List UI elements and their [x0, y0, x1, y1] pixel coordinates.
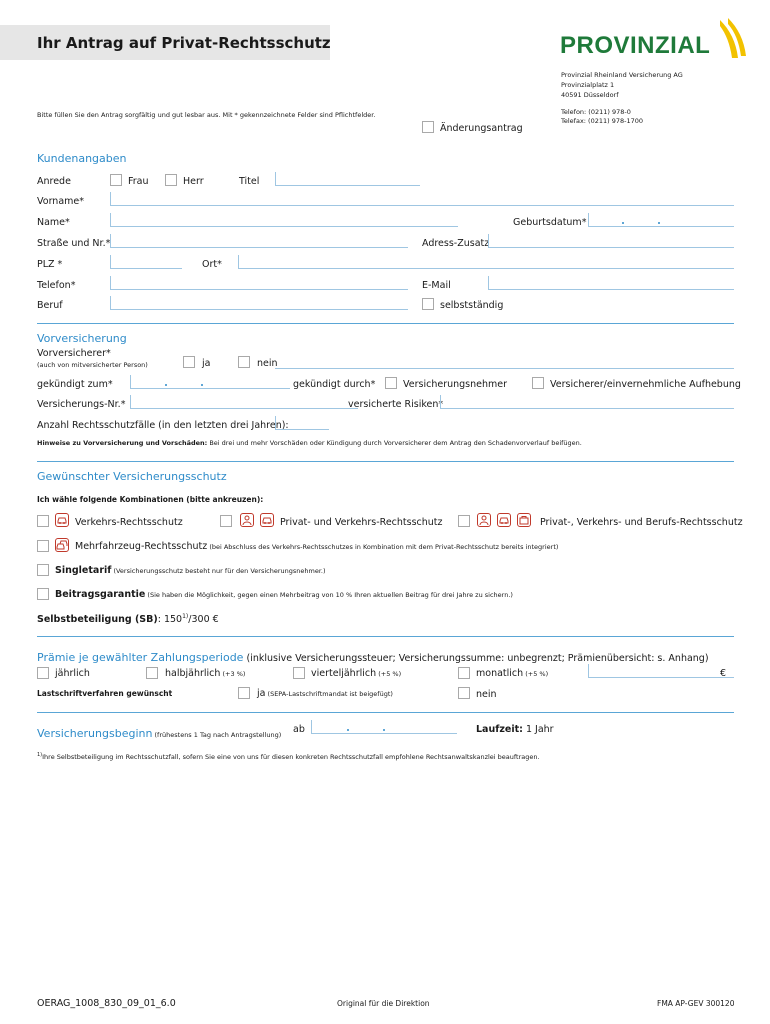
section-versicherungsschutz: Gewünschter Versicherungsschutz — [37, 470, 227, 483]
section-divider — [37, 712, 734, 713]
halbjaehrlich-checkbox[interactable] — [146, 667, 158, 679]
versicherer-aufhebung-label: Versicherer/einvernehmliche Aufhebung — [550, 379, 741, 390]
vorversicherer-label: Vorversicherer* — [37, 348, 111, 359]
company-contact: Telefon: (0211) 978-0 Telefax: (0211) 978-1700 — [561, 108, 644, 125]
date-separator — [165, 384, 167, 386]
titel-input[interactable] — [275, 172, 420, 186]
ort-input[interactable] — [238, 255, 734, 269]
versicherungsbeginn-input[interactable] — [311, 720, 457, 734]
herr-checkbox[interactable] — [165, 174, 177, 186]
halbjaehrlich-label: halbjährlich (+3 %) — [165, 668, 246, 679]
lastschrift-ja-checkbox[interactable] — [238, 687, 250, 699]
ort-label: Ort* — [202, 259, 222, 270]
titel-label: Titel — [239, 176, 260, 187]
versicherungsnehmer-checkbox[interactable] — [385, 377, 397, 389]
strasse-label: Straße und Nr.* — [37, 238, 111, 249]
privat-verkehr-checkbox[interactable] — [220, 515, 232, 527]
aenderungsantrag-checkbox[interactable] — [422, 121, 434, 133]
plz-input[interactable] — [110, 255, 182, 269]
adress-zusatz-input[interactable] — [488, 234, 734, 248]
car-icon — [260, 513, 274, 527]
versicherungs-nr-input[interactable] — [130, 395, 358, 409]
lastschrift-nein-checkbox[interactable] — [458, 687, 470, 699]
ab-label: ab — [293, 724, 305, 735]
lastschrift-nein-label: nein — [476, 689, 497, 700]
laufzeit: Laufzeit: 1 Jahr — [476, 724, 554, 735]
privat-verkehr-label: Privat- und Verkehrs-Rechtsschutz — [280, 517, 443, 528]
gekuendigt-zum-label: gekündigt zum* — [37, 379, 113, 390]
gekuendigt-zum-input[interactable] — [130, 375, 290, 389]
beitragsgarantie-label: Beitragsgarantie (Sie haben die Möglichkeit, gegen einen Mehrbeitrag von 10 % Ihren aktuellen Beitrag für drei Jahre zu sichern.) — [55, 589, 513, 600]
date-separator — [658, 222, 660, 224]
singletarif-label: Singletarif (Versicherungsschutz besteht nur für den Versicherungsnehmer.) — [55, 565, 326, 576]
section-divider — [37, 323, 734, 324]
gekuendigt-durch-label: gekündigt durch* — [293, 379, 376, 390]
plz-label: PLZ * — [37, 259, 63, 270]
versicherte-risiken-input[interactable] — [440, 395, 734, 409]
aenderungsantrag-label: Änderungsantrag — [440, 123, 523, 134]
selbstbeteiligung: Selbstbeteiligung (SB): 150$^{1)}$/300 € — [37, 613, 219, 626]
name-input[interactable] — [110, 213, 458, 227]
selbststaendig-checkbox[interactable] — [422, 298, 434, 310]
monatlich-checkbox[interactable] — [458, 667, 470, 679]
versicherer-aufhebung-checkbox[interactable] — [532, 377, 544, 389]
beitragsgarantie-checkbox[interactable] — [37, 588, 49, 600]
section-versicherungsbeginn: Versicherungsbeginn (frühestens 1 Tag nach Antragstellung) — [37, 727, 282, 740]
instruction-text: Bitte füllen Sie den Antrag sorgfältig und gut lesbar aus. Mit * gekennzeichnete Felder sind Pflichtfelder. — [37, 111, 376, 119]
form-code: OERAG_1008_830_09_01_6.0 — [37, 998, 176, 1009]
email-input[interactable] — [488, 276, 734, 290]
anzahl-label: Anzahl Rechtsschutzfälle (in den letzten drei Jahren): — [37, 420, 289, 431]
fma-code: FMA AP-GEV 300120 — [657, 999, 735, 1008]
herr-label: Herr — [183, 176, 204, 187]
vorversicherer-ja-label: ja — [202, 358, 211, 369]
privat-verkehr-beruf-label: Privat-, Verkehrs- und Berufs-Rechtsschutz — [540, 517, 743, 528]
frau-label: Frau — [128, 176, 149, 187]
beruf-label: Beruf — [37, 300, 63, 311]
email-label: E-Mail — [422, 280, 451, 291]
car-icon — [55, 513, 69, 527]
verkehr-checkbox[interactable] — [37, 515, 49, 527]
multi-car-icon — [55, 538, 69, 552]
lastschrift-label: Lastschriftverfahren gewünscht — [37, 689, 173, 698]
vorname-label: Vorname* — [37, 196, 85, 207]
lastschrift-ja-label: ja (SEPA-Lastschriftmandat ist beigefügt) — [257, 688, 393, 699]
briefcase-icon — [517, 513, 531, 527]
telefon-input[interactable] — [110, 276, 408, 290]
vorversicherer-nein-checkbox[interactable] — [238, 356, 250, 368]
monatlich-label: monatlich (+5 %) — [476, 668, 549, 679]
versicherungsnehmer-label: Versicherungsnehmer — [403, 379, 508, 390]
person-icon — [477, 513, 491, 527]
mehrfahrzeug-checkbox[interactable] — [37, 540, 49, 552]
privat-verkehr-beruf-checkbox[interactable] — [458, 515, 470, 527]
praemie-betrag-input[interactable] — [588, 664, 734, 678]
section-praemie: Prämie je gewählter Zahlungsperiode (inklusive Versicherungssteuer; Versicherungssumme: unbegrenzt; Prämienübersicht: s. Anhang) — [37, 651, 709, 664]
euro-symbol: € — [720, 668, 727, 679]
anzahl-input[interactable] — [275, 416, 329, 430]
date-separator — [347, 729, 349, 731]
section-divider — [37, 636, 734, 637]
telefon-label: Telefon* — [37, 280, 76, 291]
geburtsdatum-label: Geburtsdatum* — [513, 217, 587, 228]
geburtsdatum-input[interactable] — [588, 213, 734, 227]
jaehrlich-label: jährlich — [55, 668, 90, 679]
date-separator — [622, 222, 624, 224]
vierteljaehrlich-label: vierteljährlich (+5 %) — [311, 668, 402, 679]
beruf-input[interactable] — [110, 296, 408, 310]
anrede-label: Anrede — [37, 176, 71, 187]
singletarif-checkbox[interactable] — [37, 564, 49, 576]
page-title: Ihr Antrag auf Privat-Rechtsschutz — [37, 34, 331, 52]
footnote: $^{1)}$Ihre Selbstbeteiligung im Rechtsschutzfall, sofern Sie eine von uns für diesen konkreten Rechtsschutzfall empfohlene Rechtsanwaltskanzlei beauftragen. — [37, 752, 540, 762]
original-note: Original für die Direktion — [337, 999, 430, 1008]
strasse-input[interactable] — [110, 234, 408, 248]
vorname-input[interactable] — [110, 192, 734, 206]
date-separator — [201, 384, 203, 386]
jaehrlich-checkbox[interactable] — [37, 667, 49, 679]
car-icon — [497, 513, 511, 527]
section-kundenangaben: Kundenangaben — [37, 152, 127, 165]
company-address: Provinzial Rheinland Versicherung AG Provinzialplatz 1 40591 Düsseldorf — [561, 71, 683, 99]
kombination-intro: Ich wähle folgende Kombinationen (bitte ankreuzen): — [37, 495, 264, 504]
vorversicherer-ja-checkbox[interactable] — [183, 356, 195, 368]
versicherungs-nr-label: Versicherungs-Nr.* — [37, 399, 126, 410]
versicherte-risiken-label: versicherte Risiken* — [348, 399, 444, 410]
frau-checkbox[interactable] — [110, 174, 122, 186]
section-divider — [37, 461, 734, 462]
date-separator — [383, 729, 385, 731]
provinzial-logo: PROVINZIAL — [560, 16, 750, 64]
vierteljaehrlich-checkbox[interactable] — [293, 667, 305, 679]
vorversicherer-nein-label: nein — [257, 358, 278, 369]
vorversicherer-input[interactable] — [275, 355, 734, 369]
name-label: Name* — [37, 217, 70, 228]
verkehr-label: Verkehrs-Rechtsschutz — [75, 517, 183, 528]
mehrfahrzeug-label: Mehrfahrzeug-Rechtsschutz (bei Abschluss des Verkehrs-Rechtsschutzes in Kombination mit dem Privat-Rechtsschutz bereits integriert) — [75, 541, 559, 552]
hinweis-text: Hinweise zu Vorversicherung und Vorschäden: Bei drei und mehr Vorschäden oder Kündigung durch Vorversicherer dem Antrag den Schadenvorverlauf beifügen. — [37, 439, 582, 447]
vorversicherer-note: (auch von mitversicherter Person) — [37, 361, 148, 369]
section-vorversicherung: Vorversicherung — [37, 332, 127, 345]
adress-zusatz-label: Adress-Zusatz — [422, 238, 490, 249]
selbststaendig-label: selbstständig — [440, 300, 504, 311]
person-icon — [240, 513, 254, 527]
